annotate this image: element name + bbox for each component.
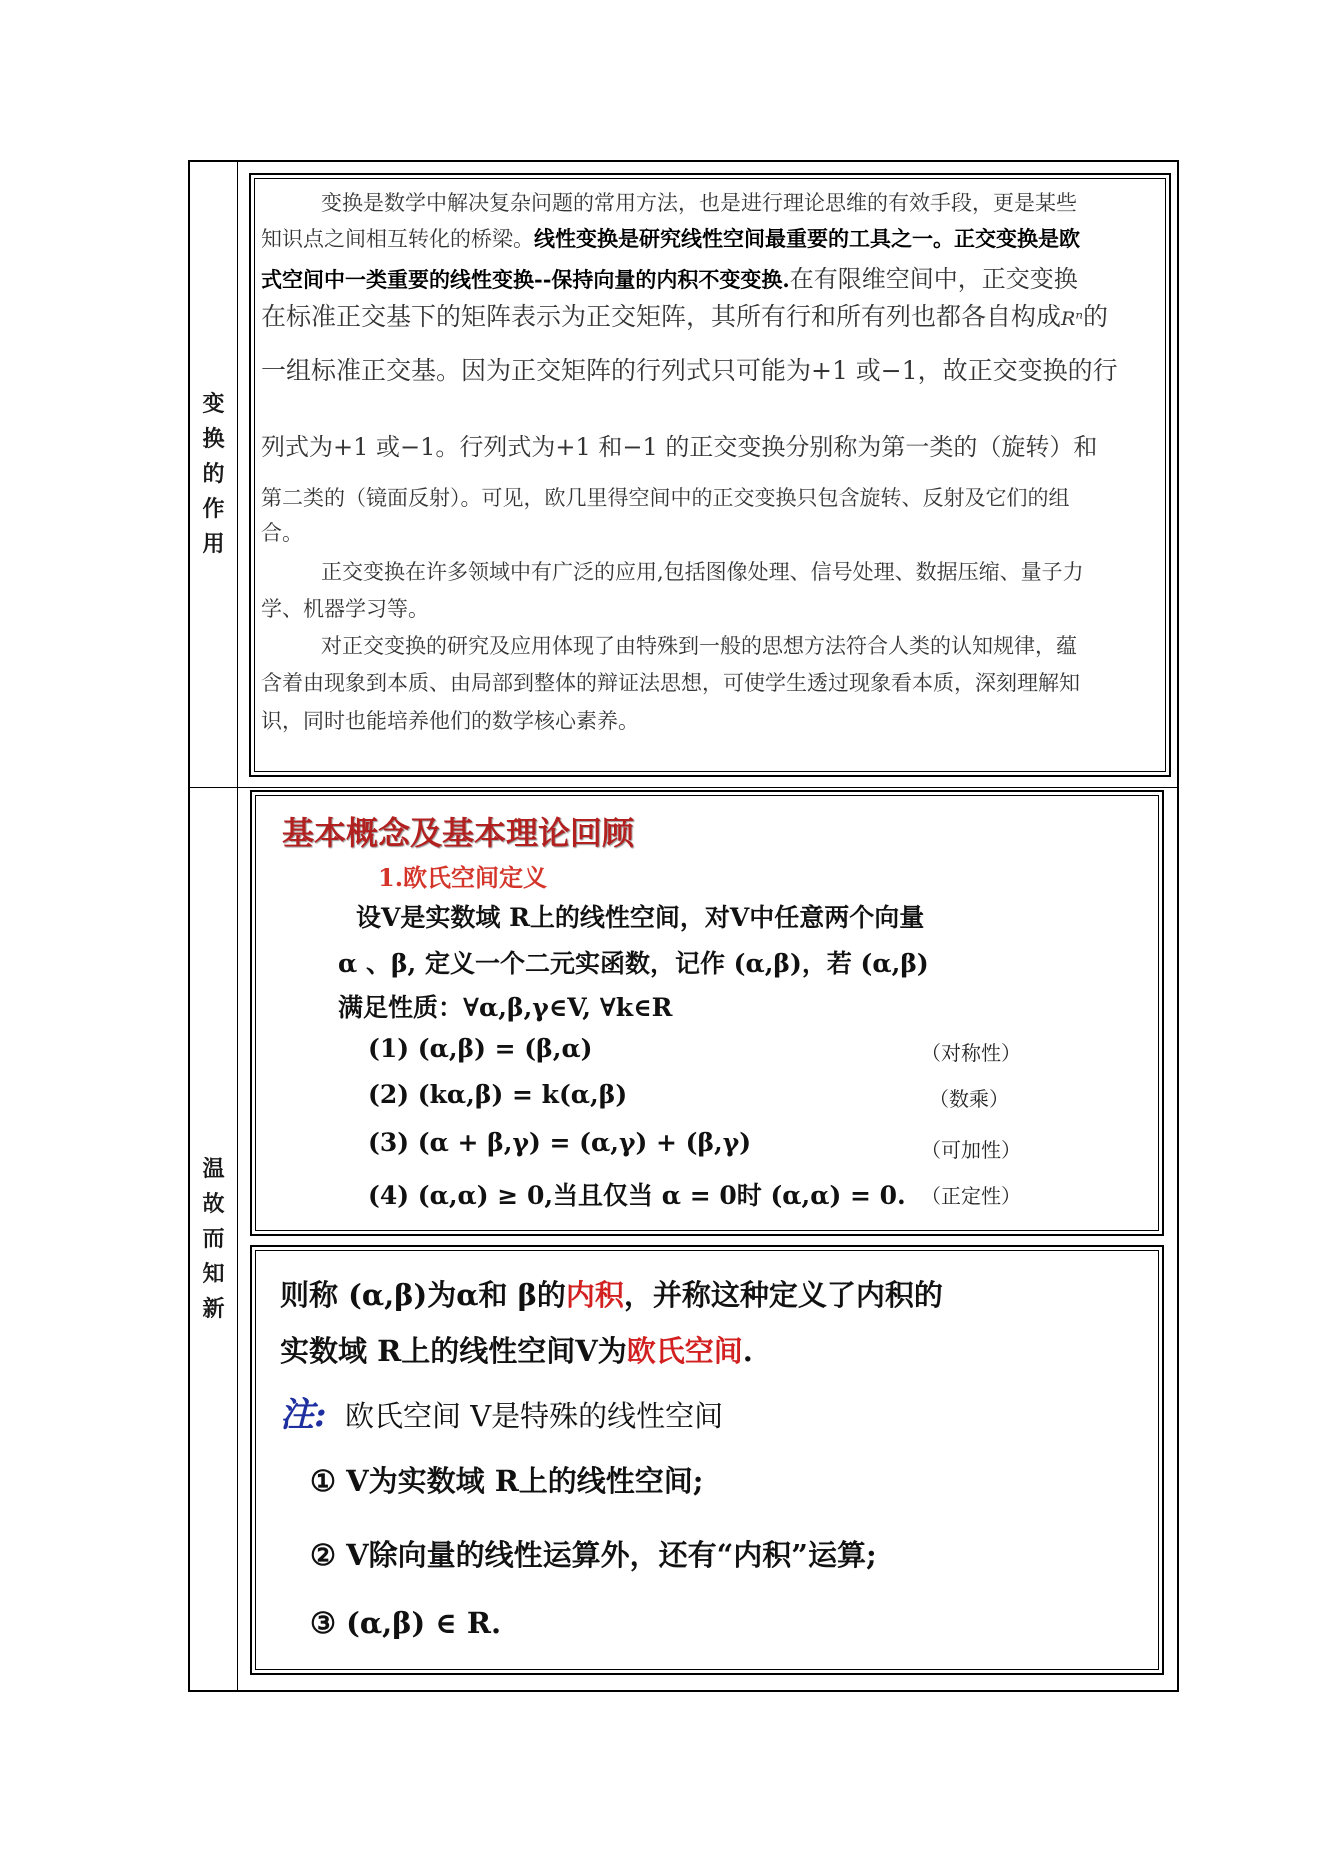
text-line: 学、机器学习等。 [261, 597, 429, 621]
note-item: ③ (α,β) ∈ R. [310, 1606, 502, 1640]
text-line: 识，同时也能培养他们的数学核心素养。 [261, 709, 639, 733]
row-label-review [190, 787, 237, 1692]
keyword-inner-product: 内积 [565, 1278, 624, 1312]
property-formula: (3) (α + β,γ) = (α,γ) + (β,γ) [368, 1128, 752, 1157]
text-segment: ，并称这种定义了内积的 [623, 1278, 943, 1312]
property-tag: （数乘） [929, 1087, 1009, 1111]
property-tag: （正定性） [921, 1184, 1021, 1208]
text-line: 对正交变换的研究及应用体现了由特殊到一般的思想方法符合人类的认知规律，蕴 [321, 634, 1077, 658]
slide-title: 基本概念及基本理论回顾 [282, 814, 635, 852]
label-char: 新 [202, 1297, 225, 1322]
text-segment: 实数域 R上的线性空间V为 [280, 1334, 627, 1368]
slide-definition-inner [255, 795, 1159, 1231]
label-char: 用 [202, 532, 225, 557]
property-tag: （对称性） [921, 1041, 1021, 1065]
label-char: 故 [202, 1192, 225, 1217]
intro-text-box [254, 178, 1166, 772]
text-segment: 的 [1083, 302, 1109, 331]
definition-line: α 、β, 定义一个二元实函数，记作 (α,β)，若 (α,β) [338, 949, 929, 978]
bold-segment: 式空间中一类重要的线性变换--保持向量的内积不变变换. [261, 267, 790, 292]
slide-definition [250, 790, 1164, 1236]
slide-inner-product [250, 1245, 1164, 1675]
text-line: 一组标准正交基。因为正交矩阵的行列式只可能为+1 或−1，故正交变换的行 [261, 356, 1118, 385]
text-line [261, 223, 1080, 253]
label-char: 而 [202, 1227, 225, 1252]
text-line: 变换是数学中解决复杂问题的常用方法，也是进行理论思维的有效手段，更是某些 [321, 191, 1077, 215]
property-formula: (2) (kα,β) = k(α,β) [368, 1080, 628, 1109]
text-line: 正交变换在许多领域中有广泛的应用,包括图像处理、信号处理、数据压缩、量子力 [321, 560, 1084, 584]
text-line [261, 259, 1078, 294]
definition-line: 设V是实数域 R上的线性空间，对V中任意两个向量 [356, 903, 925, 932]
label-char: 作 [202, 497, 225, 522]
conclusion-line [280, 1329, 753, 1370]
text-line: 合。 [261, 521, 303, 545]
note-label: 注: [280, 1395, 327, 1435]
label-char: 知 [202, 1262, 225, 1287]
text-line [261, 297, 1108, 333]
text-segment: . [742, 1334, 753, 1368]
text-line: 第二类的（镜面反射）。可见，欧几里得空间中的正交变换只包含旋转、反射及它们的组 [261, 486, 1070, 510]
definition-line: 满足性质：∀α,β,γ∈V, ∀k∈R [338, 993, 673, 1022]
bold-segment: 线性变换是研究线性空间最重要的工具之一。正交变换是欧 [534, 226, 1080, 251]
property-tag: （可加性） [921, 1138, 1021, 1162]
slide-subtitle: 1.欧氏空间定义 [378, 863, 548, 892]
intro-frame [249, 173, 1171, 777]
note-line [280, 1387, 723, 1436]
property-formula: (1) (α,β) = (β,α) [368, 1034, 593, 1063]
label-char: 变 [202, 392, 225, 417]
row-label-transform-role [190, 162, 237, 787]
conclusion-line [280, 1273, 943, 1314]
note-item: ② V除向量的线性运算外，还有“内积”运算; [310, 1538, 877, 1572]
text-segment: 知识点之间相互转化的桥梁。 [261, 227, 534, 251]
content-table [188, 160, 1179, 1692]
text-line: 含着由现象到本质、由局部到整体的辩证法思想，可使学生透过现象看本质，深刻理解知 [261, 671, 1080, 695]
label-char: 温 [202, 1157, 225, 1182]
text-segment: 则称 (α,β)为α和 β的 [280, 1278, 566, 1312]
note-item: ① V为实数域 R上的线性空间; [310, 1464, 704, 1498]
text-segment: 在标准正交基下的矩阵表示为正交矩阵，其所有行和所有列也都各自构成 [261, 302, 1062, 331]
note-text: 欧氏空间 V是特殊的线性空间 [345, 1399, 724, 1433]
text-segment: 在有限维空间中，正交变换 [789, 265, 1078, 293]
math-rn: Rⁿ [1061, 308, 1084, 330]
label-char: 换 [202, 427, 225, 452]
slide-inner-product-inner [255, 1250, 1159, 1670]
column-divider [237, 162, 238, 1690]
property-formula: (4) (α,α) ≥ 0,当且仅当 α = 0时 (α,α) = 0. [368, 1181, 906, 1210]
text-line: 列式为+1 或−1。行列式为+1 和−1 的正交变换分别称为第一类的（旋转）和 [261, 433, 1098, 461]
keyword-euclidean-space: 欧氏空间 [626, 1334, 743, 1368]
label-char: 的 [202, 462, 225, 487]
row-divider [190, 787, 1177, 788]
